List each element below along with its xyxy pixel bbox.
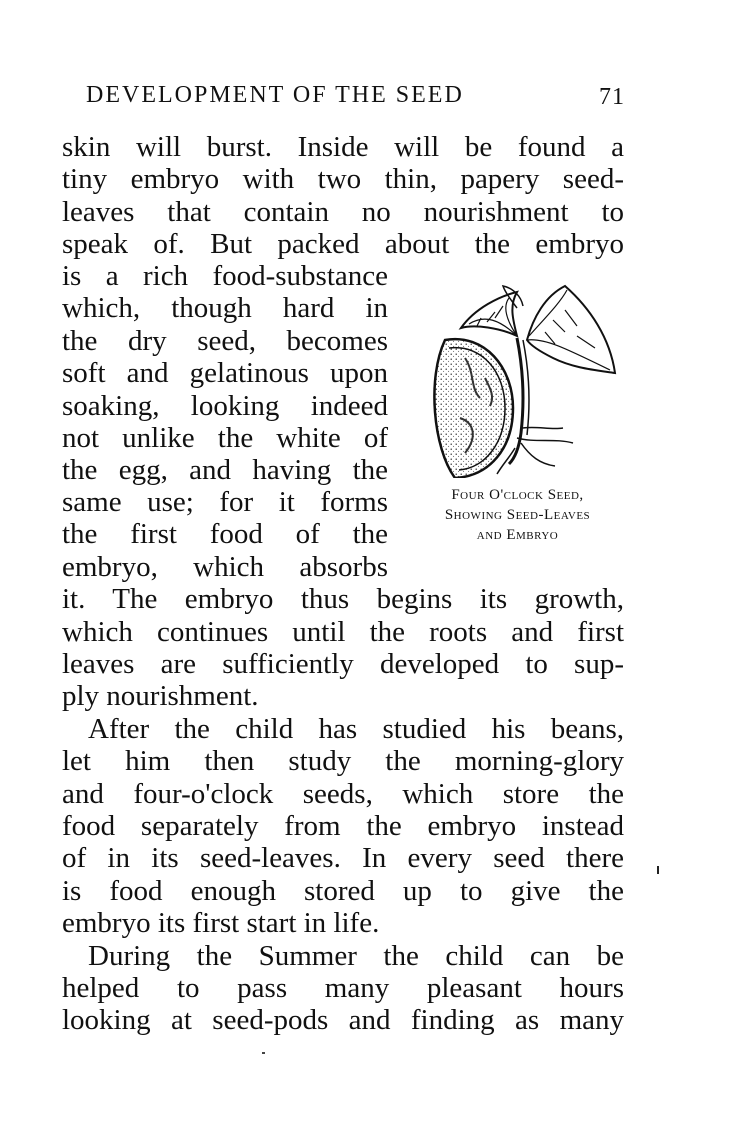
four-oclock-seed-drawing [405,278,630,478]
text-line: is food enough stored up to give the [62,875,624,907]
paragraph-first-line: After the child has studied his beans, [88,713,624,745]
text-line: the dry seed, becomes [62,325,388,357]
running-title: DEVELOPMENT OF THE SEED [86,82,464,108]
page-number: 71 [599,84,625,110]
text-line: soft and gelatinous upon [62,357,388,389]
text-line: let him then study the morning-glory [62,745,624,777]
text-line: and four-o'clock seeds, which store the [62,778,624,810]
caption-line: Showing Seed-Leaves [444,507,591,523]
figure-caption [405,485,630,545]
text-line: soaking, looking indeed [62,390,388,422]
scan-speck [262,1052,265,1054]
text-line: not unlike the white of [62,422,388,454]
text-line: which, though hard in [62,292,388,324]
caption-line: and Embryo [476,527,559,543]
text-line: tiny embryo with two thin, papery seed- [62,163,624,195]
text-line: the egg, and having the [62,454,388,486]
text-line: ply nourishment. [62,680,259,712]
text-line: leaves are sufficiently developed to sup- [62,648,624,680]
text-line: same use; for it forms [62,486,388,518]
text-line: speak of. But packed about the embryo [62,228,624,260]
text-line: the first food of the [62,518,388,550]
text-line: embryo, which absorbs [62,551,388,583]
text-line: looking at seed-pods and finding as many [62,1004,624,1036]
text-line: of in its seed-leaves. In every seed there [62,842,624,874]
text-line: is a rich food-substance [62,260,388,292]
text-line: leaves that contain no nourishment to [62,196,624,228]
page-header [86,82,631,116]
seed-illustration [405,278,630,563]
text-line: embryo its first start in life. [62,907,380,939]
text-line: it. The embryo thus begins its growth, [62,583,624,615]
text-line: food separately from the embryo instead [62,810,624,842]
paragraph-first-line: During the Summer the child can be [88,940,624,972]
text-line: skin will burst. Inside will be found a [62,131,624,163]
text-line: which continues until the roots and first [62,616,624,648]
caption-line: Four O'clock Seed, [451,487,584,503]
scan-mark [657,866,659,874]
text-line: helped to pass many pleasant hours [62,972,624,1004]
